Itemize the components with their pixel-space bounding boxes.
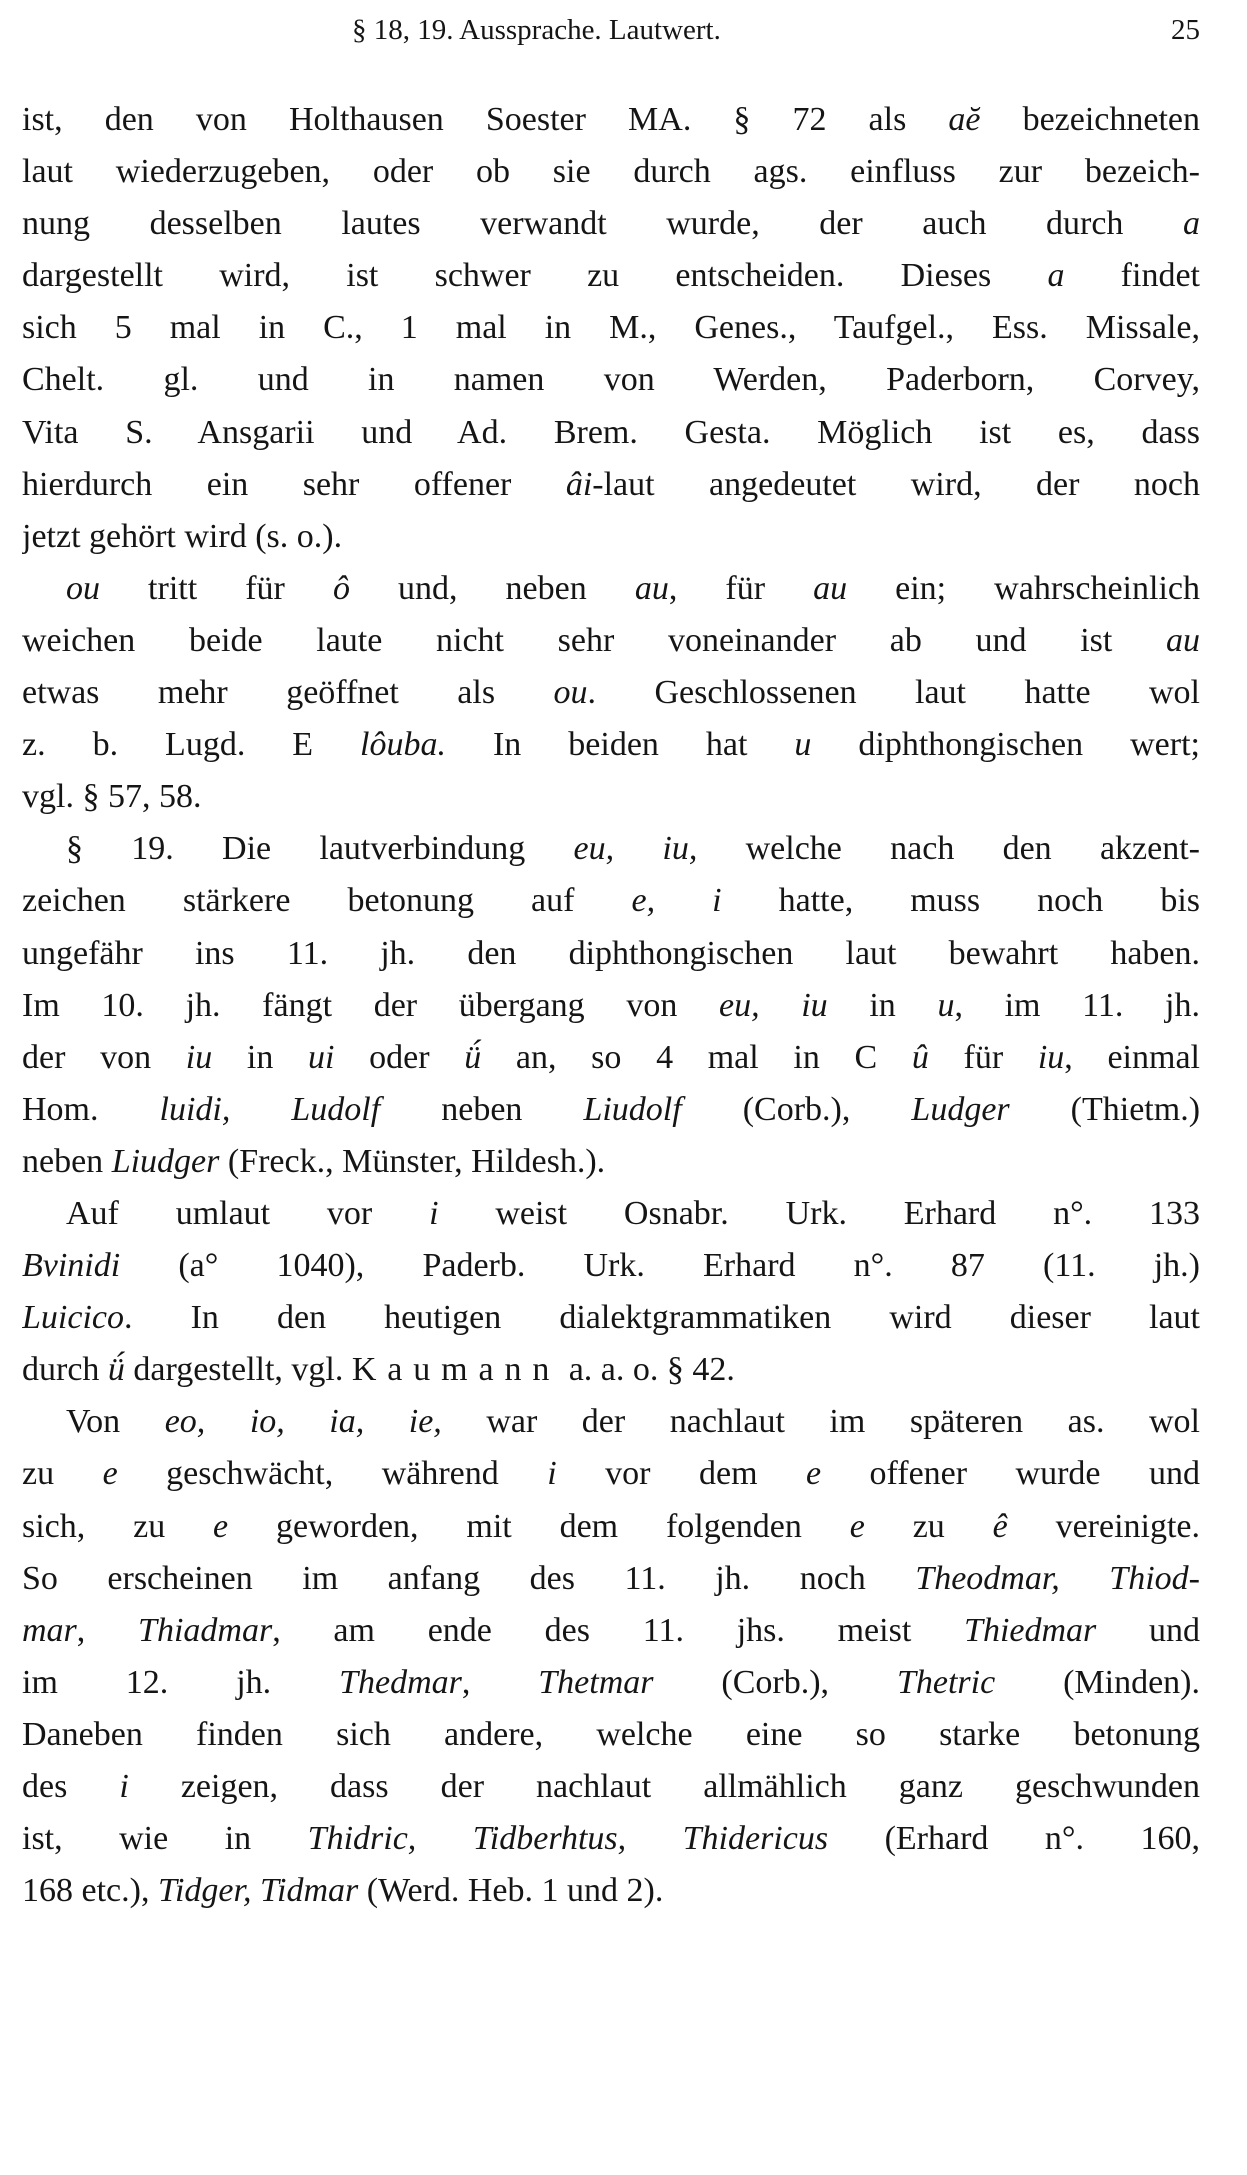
italic-text: Luicico [22, 1299, 124, 1337]
text-segment: dargestellt wird, ist schwer zu entscheiden. Dieses [22, 257, 1048, 295]
text-segment: zeigen, dass der nachlaut allmählich ganz geschwunden [128, 1768, 1200, 1805]
italic-text: au [634, 569, 669, 607]
text-line [22, 1865, 1200, 1917]
text-segment: , [461, 1663, 539, 1701]
text-line [22, 146, 1200, 198]
text-segment: findet [1064, 257, 1200, 295]
italic-text: Thidric, Tidberhtus, Thidericus [307, 1820, 829, 1858]
text-segment: welche nach den akzent- [697, 830, 1200, 868]
text-segment: und [1096, 1611, 1200, 1649]
italic-text: âi [565, 465, 593, 503]
text-segment: z. b. Lugd. E [22, 726, 361, 764]
text-segment: Hom. [22, 1090, 160, 1128]
text-line [22, 302, 1200, 354]
text-segment: ein; wahrscheinlich [847, 569, 1200, 607]
text-segment: (Thietm.) [1009, 1090, 1200, 1128]
text-segment: in [212, 1038, 309, 1076]
text-segment: (Freck., Münster, Hildesh.). [219, 1142, 606, 1180]
text-segment: in [827, 986, 938, 1024]
italic-text: e [102, 1455, 118, 1493]
text-segment: der von [22, 1038, 186, 1076]
italic-text: ou [66, 569, 100, 607]
text-segment: hatte, muss noch bis [721, 882, 1200, 920]
text-line [22, 1553, 1200, 1605]
text-segment: neben [380, 1090, 584, 1128]
text-line [22, 1240, 1200, 1292]
italic-text: au [813, 569, 848, 607]
text-line [22, 615, 1200, 667]
italic-text: e [805, 1455, 822, 1493]
text-segment: , für [668, 569, 814, 607]
text-segment: a. a. o. § 42. [560, 1351, 735, 1389]
italic-text: eu, iu, [573, 830, 698, 868]
text-line [22, 407, 1200, 459]
text-segment: In beiden hat [446, 726, 795, 764]
text-segment: oder [334, 1038, 465, 1076]
italic-text: i [119, 1768, 129, 1805]
italic-text: Tidger, Tidmar [157, 1872, 359, 1910]
text-segment: diphthongischen wert; [811, 726, 1200, 764]
text-segment: ist, den von Holthausen Soester MA. § 72 als [22, 101, 949, 138]
text-segment: (Corb.), [653, 1663, 897, 1701]
text-segment: Im 10. jh. fängt der übergang von [22, 986, 719, 1024]
text-segment: , am ende des 11. jhs. meist [272, 1611, 965, 1649]
italic-text: Liudger [111, 1142, 220, 1180]
text-segment: sich, zu [22, 1507, 214, 1545]
text-segment: weichen beide laute nicht sehr voneinander ab und ist [22, 621, 1166, 659]
text-line [22, 354, 1200, 406]
text-segment: vgl. § 57, 58. [22, 778, 202, 816]
text-segment: weist Osnabr. Urk. Erhard n°. 133 [438, 1194, 1200, 1232]
text-segment: vereinigte. [1007, 1507, 1200, 1545]
text-line [22, 1448, 1200, 1500]
text-segment: , [76, 1611, 139, 1649]
text-segment: Auf umlaut vor [66, 1194, 430, 1232]
italic-text: e [213, 1507, 229, 1545]
text-segment: neben [22, 1142, 112, 1180]
italic-text: u [937, 986, 955, 1024]
text-line [22, 1292, 1200, 1344]
italic-text: eu, iu [718, 986, 828, 1024]
italic-text: Thiadmar [138, 1611, 273, 1649]
italic-text: ô [332, 569, 350, 607]
text-segment: war der nachlaut im späteren as. wol [441, 1403, 1200, 1441]
italic-text: Theodmar, Thiod- [915, 1559, 1200, 1597]
italic-text: ê [992, 1507, 1008, 1545]
italic-text: a [1047, 257, 1065, 295]
text-line [22, 928, 1200, 980]
body-text [22, 94, 1200, 1917]
page-header [24, 14, 1200, 58]
text-segment: -laut angedeutet wird, der noch [592, 465, 1200, 503]
text-segment: im 12. jh. [22, 1663, 340, 1701]
italic-text: luidi, Ludolf [159, 1090, 381, 1128]
text-segment: (Minden). [995, 1663, 1200, 1701]
italic-text: û [911, 1038, 929, 1076]
italic-text: Thetric [896, 1663, 996, 1701]
text-line [22, 1709, 1200, 1761]
text-line [22, 1761, 1200, 1813]
text-segment: (Corb.), [681, 1090, 912, 1128]
text-line [22, 1657, 1200, 1709]
text-segment: Von [66, 1403, 165, 1441]
text-line [22, 1344, 1200, 1396]
text-segment: Chelt. gl. und in namen von Werden, Paderborn, Corvey, [22, 361, 1200, 399]
text-segment: zu [22, 1455, 103, 1493]
text-line [22, 250, 1200, 302]
text-line [22, 1501, 1200, 1553]
spaced-name: Kaumann [351, 1351, 561, 1389]
text-line [22, 1188, 1200, 1240]
text-line [22, 823, 1200, 875]
italic-text: eo, io, ia, ie, [164, 1403, 442, 1441]
text-segment: und, neben [349, 569, 635, 607]
text-segment: (Werd. Heb. 1 und 2). [358, 1872, 664, 1910]
text-segment: So erscheinen im anfang des 11. jh. noch [22, 1559, 916, 1597]
text-segment: offener wurde und [821, 1455, 1200, 1493]
text-segment: dargestellt, vgl. [124, 1351, 352, 1389]
italic-text: Ludger [911, 1090, 1010, 1128]
italic-text: ǘ [107, 1351, 125, 1389]
text-segment: für [928, 1038, 1038, 1076]
text-segment: an, so 4 mal in C [481, 1038, 912, 1076]
text-segment: Vita S. Ansgarii und Ad. Brem. Gesta. Möglich ist es, dass [22, 413, 1200, 451]
text-segment: bezeichneten [980, 101, 1200, 138]
italic-text: Thiedmar [964, 1611, 1097, 1649]
text-segment: laut wiederzugeben, oder ob sie durch ags. einfluss zur bezeich- [22, 153, 1200, 191]
text-line [22, 511, 1200, 563]
text-segment: . In den heutigen dialektgrammatiken wird dieser laut [123, 1299, 1200, 1337]
text-segment: Daneben finden sich andere, welche eine so starke betonung [22, 1715, 1200, 1753]
text-line [22, 563, 1200, 615]
italic-text: ou [553, 674, 588, 712]
text-segment: durch [22, 1351, 108, 1389]
text-segment: vor dem [556, 1455, 806, 1493]
text-line [22, 1032, 1200, 1084]
text-segment: hierdurch ein sehr offener [22, 465, 566, 503]
text-segment: sich 5 mal in C., 1 mal in M., Genes., Taufgel., Ess. Missale, [22, 309, 1200, 347]
running-title: § 18, 19. Aussprache. Lautwert. [352, 14, 721, 46]
text-segment: ist, wie in [22, 1820, 308, 1858]
text-segment: (Erhard n°. 160, [828, 1820, 1200, 1858]
text-line [22, 771, 1200, 823]
text-segment: 168 etc.), [22, 1872, 158, 1910]
italic-text: mar [22, 1611, 77, 1649]
text-segment: des [22, 1768, 120, 1805]
italic-text: u [794, 726, 812, 764]
text-line [22, 1396, 1200, 1448]
italic-text: e, i [631, 882, 722, 920]
text-line [22, 1136, 1200, 1188]
text-segment: geworden, mit dem folgenden [228, 1507, 850, 1545]
italic-text: Bvinidi [22, 1247, 121, 1285]
text-segment: . Geschlossenen laut hatte wol [587, 674, 1200, 712]
italic-text: e [849, 1507, 865, 1545]
italic-text: iu [185, 1038, 213, 1076]
italic-text: Thedmar [339, 1663, 462, 1701]
text-line [22, 719, 1200, 771]
text-line [22, 94, 1200, 146]
italic-text: ui [308, 1038, 335, 1076]
italic-text: Thetmar [538, 1663, 654, 1701]
text-segment: § 19. Die lautverbindung [66, 830, 574, 868]
text-line [22, 1605, 1200, 1657]
italic-text: iu [1037, 1038, 1065, 1076]
text-segment: ungefähr ins 11. jh. den diphthongischen laut bewahrt haben. [22, 934, 1200, 972]
text-segment: tritt für [100, 569, 333, 607]
text-line [22, 1813, 1200, 1865]
text-line [22, 1084, 1200, 1136]
text-segment: (a° 1040), Paderb. Urk. Erhard n°. 87 (11. jh.) [120, 1247, 1200, 1285]
page-number: 25 [1171, 14, 1200, 46]
italic-text: aĕ [948, 101, 981, 138]
text-segment: nung desselben lautes verwandt wurde, der auch durch [22, 205, 1183, 243]
italic-text: i [547, 1455, 557, 1493]
text-segment: geschwächt, während [117, 1455, 548, 1493]
italic-text: ǘ [464, 1038, 482, 1076]
italic-text: au [1166, 621, 1200, 659]
text-segment: etwas mehr geöffnet als [22, 674, 554, 712]
text-segment: zu [864, 1507, 993, 1545]
text-line [22, 875, 1200, 927]
text-segment: , im 11. jh. [954, 986, 1200, 1024]
text-segment: jetzt gehört wird (s. o.). [22, 517, 343, 555]
italic-text: Liudolf [583, 1090, 682, 1128]
italic-text: i [429, 1194, 439, 1232]
text-line [22, 198, 1200, 250]
italic-text: a [1183, 205, 1200, 243]
text-segment: zeichen stärkere betonung auf [22, 882, 632, 920]
text-line [22, 667, 1200, 719]
text-segment: , einmal [1064, 1038, 1200, 1076]
text-line [22, 459, 1200, 511]
italic-text: lôuba. [360, 726, 446, 764]
text-line [22, 980, 1200, 1032]
